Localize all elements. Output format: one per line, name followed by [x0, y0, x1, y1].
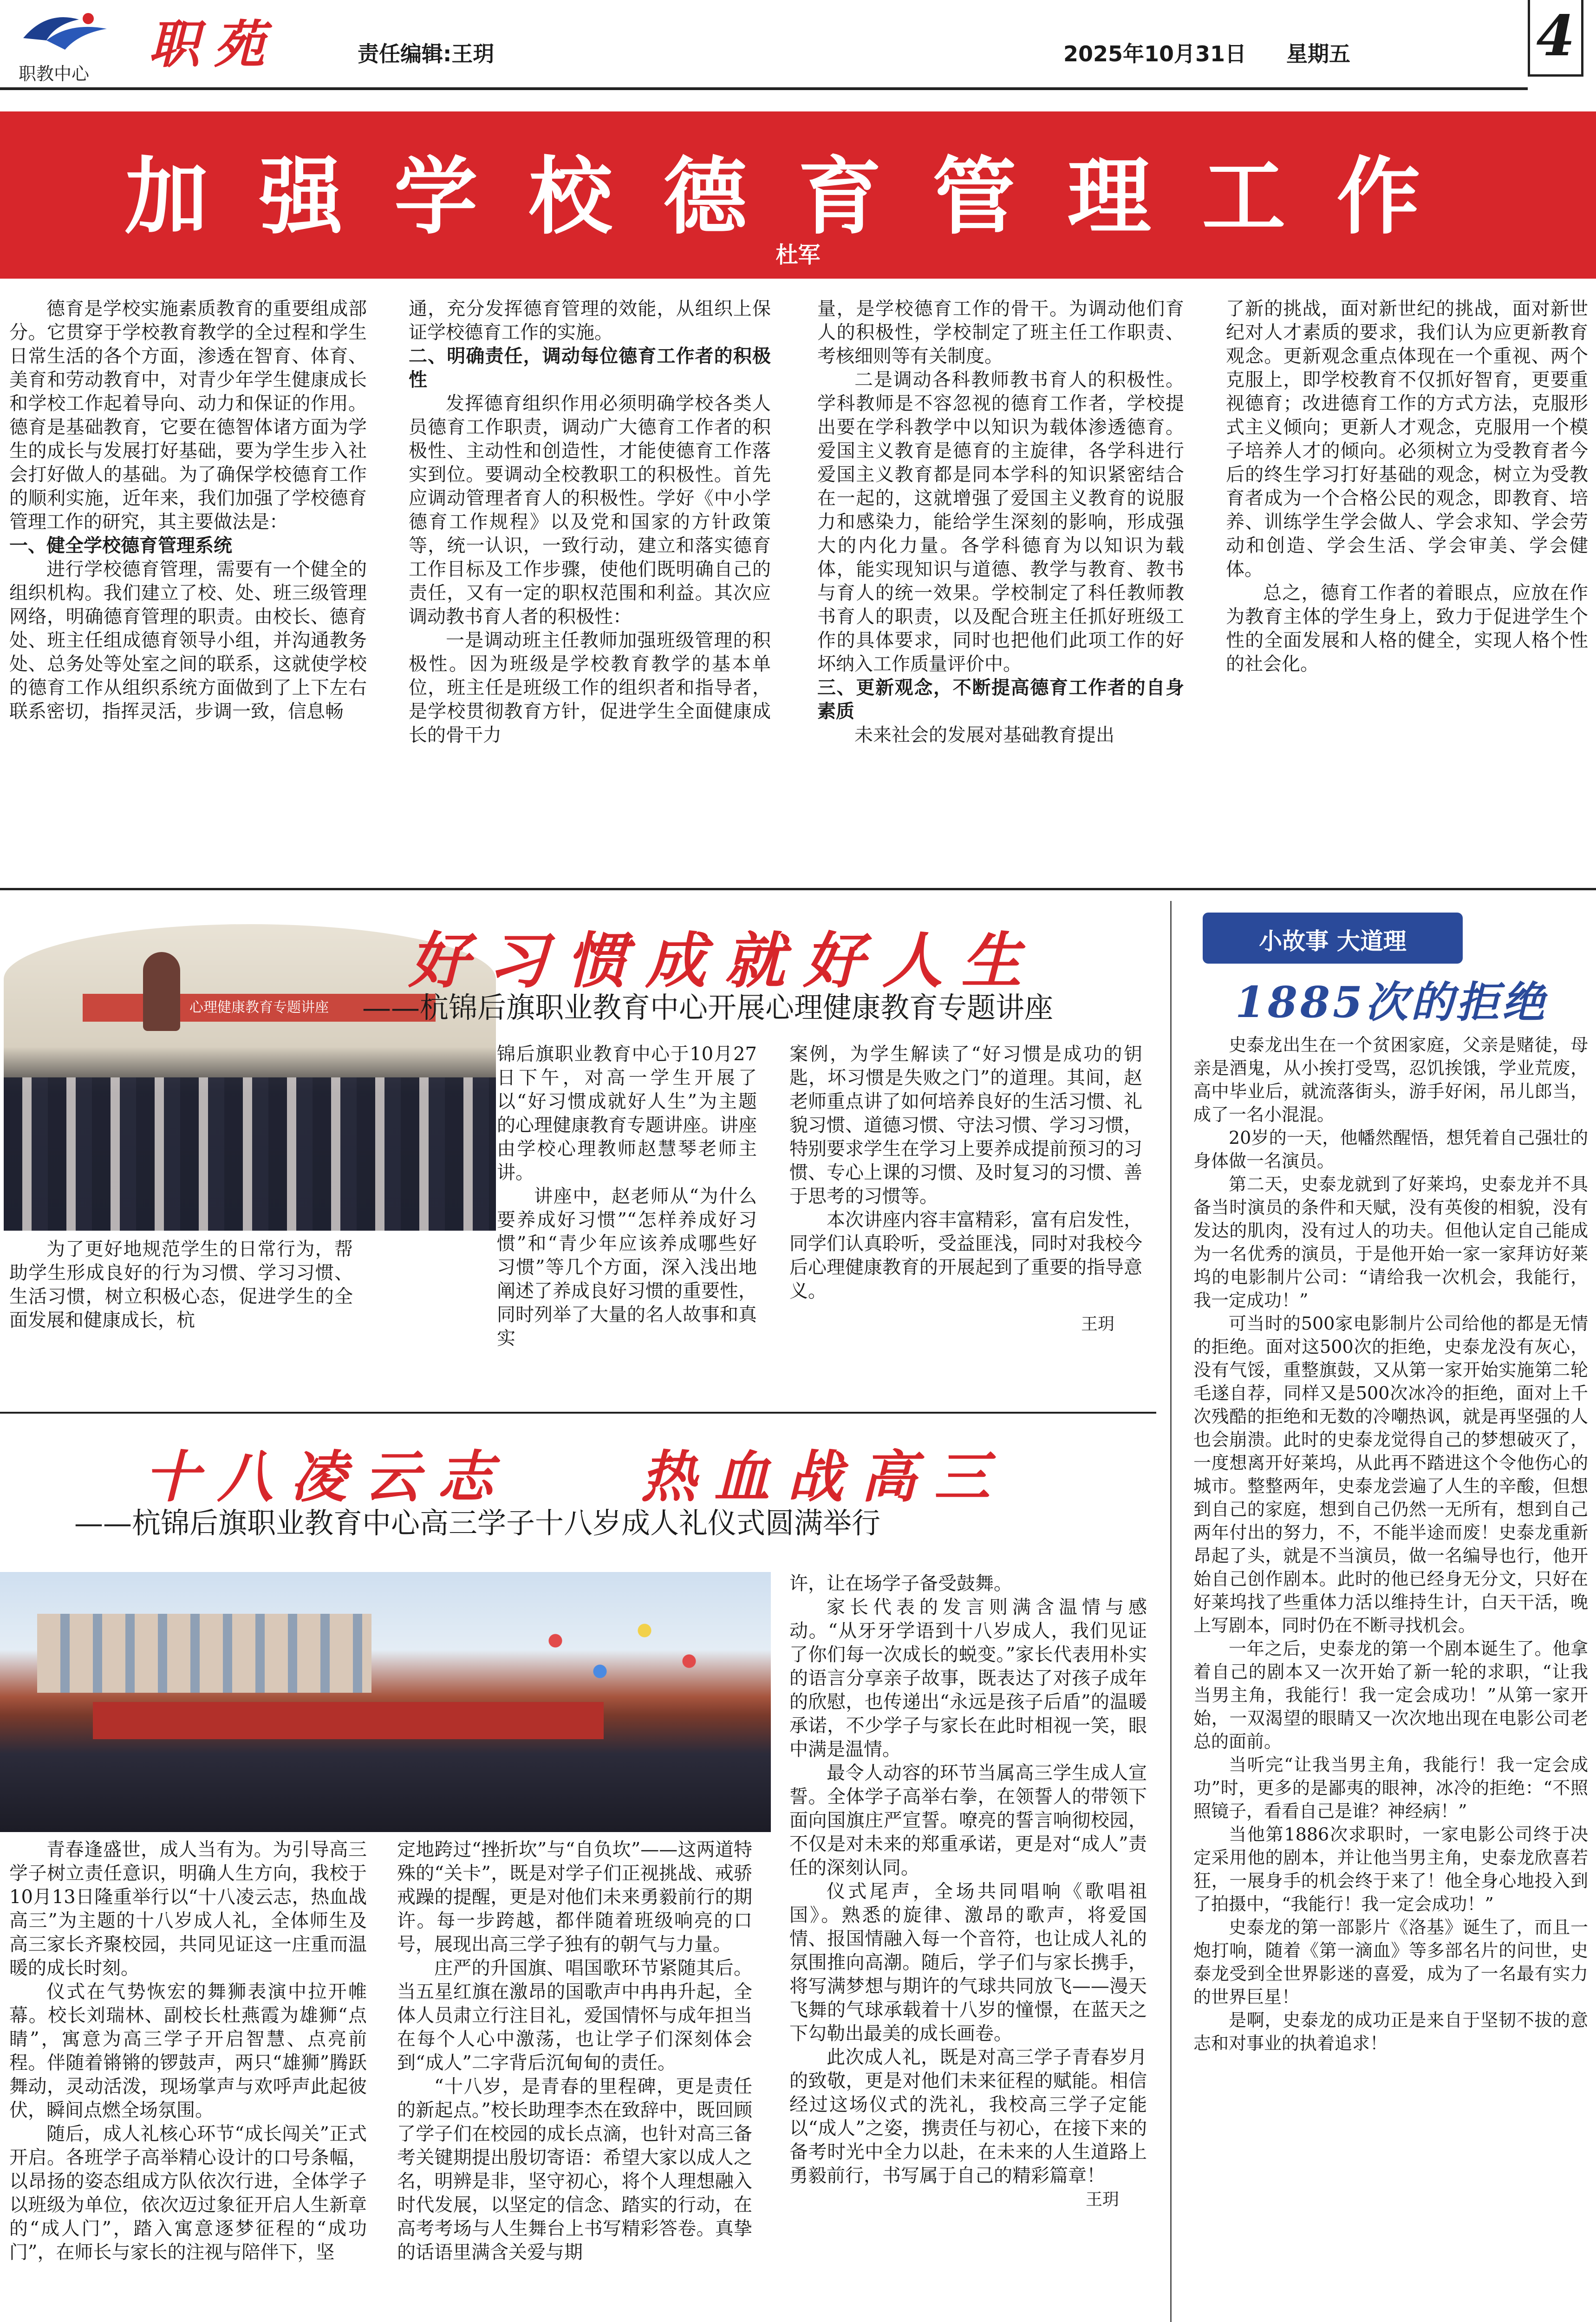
story-paragraph: 史泰龙的第一部影片《洛基》诞生了，而且一炮打响，随着《第一滴血》等多部名片的问世，史泰龙受到全世界影迷的喜爱，成为了一名最有实力的世界巨星！	[1193, 1917, 1588, 2007]
logo-label: 职教中心	[19, 64, 90, 84]
editor-line: 责任编辑:王玥	[358, 41, 495, 66]
article3-column-2: 定地跨过“挫折坎”与“自负坎”——这两道特殊的“关卡”，既是对学子们正视挑战、戒骄戒躁的提醒，更是对他们未来勇毅前行的期许。每一步跨越，都伴随着班级响亮的口号，展现出高三学子独有的朝气与力量。 庄严的升国旗、唱国歌环节紧随其后。当五星红旗在激昂的国歌声中冉冉升起，全体人员肃立行注目礼，爱国情怀与成年担当在每个人心中激荡，也让学子们深刻体会到“成人”二字背后沉甸甸的责任。 “十八岁，是青春的里程碑，更是责任的新起点。”校长助理李杰在致辞中，既回顾了学子们在校园的成长点滴，也针对高三备考关键期提出殷切寄语：希望大家以成人之名，明辨是非，坚守初心，将个人理想融入时代发展，以坚定的信念、踏实的行动，在高考考场与人生舞台上书写精彩答卷。真挚的话语里满含关爱与期	[397, 1839, 752, 2263]
paragraph: 进行学校德育管理，需要有一个健全的组织机构。我们建立了校、处、班三级管理网络，明确德育管理的职责。由校长、德育处、班主任组成德育领导小组，并沟通教务处、总务处等处室之间的联系，这就使学校的德育工作从组织系统方面做到了上下左右联系密切，指挥灵活，步调一致，信息畅	[9, 559, 367, 722]
article1-column-4	[1226, 297, 1588, 878]
section-heading: 一、健全学校德育管理系统	[9, 535, 232, 556]
section-heading: 二、明确责任，调动每位德育工作者的积极性	[409, 346, 771, 391]
story-paragraph: 当他第1886次求职时，一家电影公司终于决定采用他的剧本，并让他当男主角，史泰龙欣喜若狂，一展身手的机会终于来了！他全身心地投入到了拍摄中，“我能行！我一定会成功！”	[1193, 1824, 1588, 1914]
article2-column-left: 为了更好地规范学生的日常行为，帮助学生形成良好的行为习惯、学习习惯、生活习惯，树立积极心态，促进学生的全面发展和健康成长，杭	[9, 1239, 353, 1331]
story-title: 1885次的拒绝	[1235, 977, 1548, 1027]
article1-column-3	[817, 297, 1184, 878]
paragraph: 总之，德育工作者的着眼点，应放在作为教育主体的学生身上，致力于促进学生个性的全面发展和人格的健全，实现人格个性的社会化。	[1226, 582, 1588, 675]
paragraph: 通，充分发挥德育管理的效能，从组织上保证学校德育工作的实施。	[409, 298, 771, 343]
story-banner	[1203, 913, 1463, 964]
paragraph: 了新的挑战，面对新世纪的挑战，面对新世纪对人才素质的要求，我们认为应更新教育观念。更新观念重点体现在一个重视、两个克服上，即学校教育不仅抓好智育，更要重视德育；改进德育工作的方式方法，克服形式主义倾向；更新人才观念，克服用一个模子培养人才的倾向。必须树立为受教育者今后的终生学习打好基础的观念，树立为受教育者成为一个合格公民的观念，即教育、培养、训练学生学会做人、学会求知、学会劳动和创造、学会生活、学会审美、学会健体。	[1226, 298, 1588, 580]
article2-column-right: 案例，为学生解读了“好习惯是成功的钥匙，坏习惯是失败之门”的道理。其间，赵老师重点讲了如何培养良好的生活习惯、礼貌习惯、道德习惯、守法习惯、学习习惯，特别要求学生在学习上要养成提前预习的习惯、专心上课的习惯、及时复习的习惯、善于思考的习惯等。 本次讲座内容丰富精彩，富有启发性，同学们认真聆听，受益匪浅，同时对我校今后心理健康教育的开展起到了重要的指导意义。 王玥	[789, 1043, 1142, 1368]
paragraph: 德育是学校实施素质教育的重要组成部分。它贯穿于学校教育教学的全过程和学生日常生活的各个方面，渗透在智育、体育、美育和劳动教育中，对青少年学生健康成长和学校工作起着导向、动力和保证的作用。德育是基础教育，它要在德智体诸方面为学生的成长与发展打好基础，要为学生步入社会打好做人的基础。为了确保学校德育工作的顺利实施，近年来，我们加强了学校德育管理工作的研究，其主要做法是：	[9, 298, 367, 533]
section-divider-2	[0, 1412, 1156, 1414]
page-number-box	[1528, 0, 1583, 77]
article3-column-1: 青春逢盛世，成人当有为。为引导高三学子树立责任意识，明确人生方向，我校于10月13日隆重举行以“十八凌云志，热血战高三”为主题的十八岁成人礼，全体师生及高三家长齐聚校园，共同见证这一庄重而温暖的成长时刻。 仪式在气势恢宏的舞狮表演中拉开帷幕。校长刘瑞林、副校长杜燕霞为雄狮“点睛”，寓意为高三学子开启智慧、点亮前程。伴随着锵锵的锣鼓声，两只“雄狮”腾跃舞动，灵动活泼，现场掌声与欢呼声此起彼伏，瞬间点燃全场氛围。 随后，成人礼核心环节“成长闯关”正式开启。各班学子高举精心设计的口号条幅，以昂扬的姿态组成方队依次行进，全体学子以班级为单位，依次迈过象征开启人生新章的“成人门”，踏入寓意逐梦征程的“成功门”，在师长与家长的注视与陪伴下，坚	[9, 1839, 367, 2263]
story-banner-label: 小故事 大道理	[1259, 928, 1407, 955]
paragraph: 未来社会的发展对基础教育提出	[854, 724, 1114, 746]
photo-speaker	[143, 952, 180, 1031]
photo-balloons	[511, 1600, 734, 1702]
school-logo-icon	[19, 6, 111, 57]
ceremony-photo	[0, 1572, 771, 1832]
photo-screen-banner: 心理健康教育专题讲座	[83, 994, 436, 1022]
paragraph: 量，是学校德育工作的骨干。为调动他们育人的积极性，学校制定了班主任工作职责、考核细则等有关制度。	[817, 298, 1184, 367]
story-paragraph: 第二天，史泰龙就到了好莱坞，史泰龙并不具备当时演员的条件和天赋，没有英俊的相貌，没有发达的肌肉，没有过人的功夫。但他认定自己能成为一名优秀的演员，于是他开始一家一家拜访好莱坞的电影制片公司：“请给我一次机会，我能行，我一定成功！”	[1193, 1174, 1588, 1311]
article3-signature: 王玥	[1085, 2190, 1119, 2209]
photo-building	[37, 1614, 371, 1693]
article3-subtitle: ——杭锦后旗职业教育中心高三学子十八岁成人礼仪式圆满举行	[74, 1506, 881, 1540]
page-number: 4	[1536, 3, 1575, 69]
photo-audience	[4, 1077, 496, 1231]
photo-stage	[93, 1702, 604, 1739]
article1-title-banner	[0, 111, 1596, 279]
paragraph: 发挥德育组织作用必须明确学校各类人员德育工作职责，调动广大德育工作者的积极性、主动性和创造性，才能使德育工作落实到位。要调动全校教职工的积极性。首先应调动管理者育人的积极性。学好《中小学德育工作规程》以及党和国家的方针政策等，统一认识，一致行动，建立和落实德育工作目标及工作步骤，使他们既明确自己的责任，又有一定的职权范围和利益。其次应调动教书育人者的积极性：	[409, 393, 771, 627]
column-divider-right	[1170, 901, 1172, 2322]
article2-column-mid: 锦后旗职业教育中心于10月27日下午，对高一学生开展了以“好习惯成就好人生”为主题的心理健康教育专题讲座。讲座由学校心理教师赵慧琴老师主讲。 讲座中，赵老师从“为什么要养成好习惯”“怎样养成好习惯”和“青少年应该养成哪些好习惯”等几个方面，深入浅出地阐述了养成良好习惯的重要性，同时列举了大量的名人故事和真实	[497, 1044, 757, 1349]
article1-column-1	[9, 297, 367, 878]
article1-column-2	[409, 297, 771, 878]
story-paragraph: 一年之后，史泰龙的第一个剧本诞生了。他拿着自己的剧本又一次开始了新一轮的求职，“让我当男主角，我能行！我一定会成功！”从第一家开始，一双渴望的眼睛又一次次地出现在电影公司老总的面前。	[1193, 1638, 1588, 1752]
article1-title: 加强学校德育管理工作	[124, 149, 1472, 246]
article2-title: 好习惯成就好人生	[409, 925, 1041, 996]
story-paragraph: 是啊，史泰龙的成功正是来自于坚韧不拔的意志和对事业的执着追求！	[1193, 2010, 1588, 2054]
story-paragraph: 可当时的500家电影制片公司给他的都是无情的拒绝。面对这500次的拒绝，史泰龙没有灰心，没有气馁，重整旗鼓，又从第一家开始实施第二轮毛遂自荐，同样又是500次冰冷的拒绝，面对上千次残酷的拒绝和无数的冷嘲热讽，就是再坚强的人也会崩溃。此时的史泰龙觉得自己的梦想破灭了，一度想离开好莱坞，从此再不踏进这个令他伤心的城市。整整两年，史泰龙尝遍了人生的辛酸，但想到自己的家庭，想到自己仍然一无所有，想到自己两年付出的努力，不，不能半途而废！史泰龙重新昂起了头，就是不当演员，做一名编导也行，他开始自己创作剧本。此时的他已经身无分文，只好在好莱坞找了些重体力活以维持生计，白天干活，晚上写剧本，同时仍在不断寻找机会。	[1193, 1313, 1588, 1636]
issue-date: 2025年10月31日	[1063, 41, 1247, 66]
article2-signature: 王玥	[1081, 1315, 1114, 1334]
issue-weekday: 星期五	[1286, 41, 1350, 66]
article2-subtitle: ——杭锦后旗职业教育中心开展心理健康教育专题讲座	[362, 991, 1054, 1024]
paragraph: 一是调动班主任教师加强班级管理的积极性。因为班级是学校教育教学的基本单位，班主任是班级工作的组织者和指导者，是学校贯彻教育方针，促进学生全面健康成长的骨干力	[409, 630, 771, 746]
paragraph: 二是调动各科教师教书育人的积极性。学科教师是不容忽视的德育工作者，学校提出要在学科教学中以知识为载体渗透德育。爱国主义教育是德育的主旋律，各学科进行爱国主义教育都是同本学科的知识紧密结合在一起的，这就增强了爱国主义教育的说服力和感染力，能给学生深刻的影响，形成强大的内化力量。各学科德育为以知识为载体，能实现知识与道德、教学与教育、教书与育人的统一效果。学校制定了科任教师教书育人的职责，以及配合班主任抓好班级工作的具体要求，同时也把他们此项工作的好坏纳入工作质量评价中。	[817, 369, 1184, 675]
article3-title-a: 十八凌云志	[144, 1444, 511, 1510]
section-divider-1	[0, 888, 1596, 890]
story-body	[1193, 1033, 1588, 2322]
story-paragraph: 当听完“让我当男主角，我能行！我一定会成功”时，更多的是鄙夷的眼神，冰冷的拒绝：“不照照镜子，看看自己是谁？神经病！”	[1193, 1755, 1588, 1821]
section-heading: 三、更新观念，不断提高德育工作者的自身素质	[817, 677, 1184, 722]
article3-title-b: 热血战高三	[640, 1444, 1008, 1510]
article3-column-3: 许，让在场学子备受鼓舞。 家长代表的发言则满含温情与感动。“从牙牙学语到十八岁成人，我们见证了你们每一次成长的蜕变。”家长代表用朴实的语言分享亲子故事，既表达了对孩子成年的欣慰，也传递出“永远是孩子后盾”的温暖承诺，不少学子与家长在此时相视一笑，眼中满是温情。 最令人动容的环节当属高三学生成人宣誓。全体学子高举右拳，在领誓人的带领下面向国旗庄严宣誓。嘹亮的誓言响彻校园，不仅是对未来的郑重承诺，更是对“成人”责任的深刻认同。 仪式尾声，全场共同唱响《歌唱祖国》。熟悉的旋律、激昂的歌声，将爱国情、报国情融入每一个音符，也让成人礼的氛围推向高潮。随后，学子们与家长携手，将写满梦想与期许的气球共同放飞——漫天飞舞的气球承载着十八岁的憧憬，在蓝天之下勾勒出最美的成长画卷。 此次成人礼，既是对高三学子青春岁月的致敬，更是对他们未来征程的赋能。相信经过这场仪式的洗礼，我校高三学子定能以“成人”之姿，携责任与初心，在接下来的备考时光中全力以赴，在未来的人生道路上勇毅前行，书写属于自己的精彩篇章！ 王玥	[789, 1572, 1147, 2322]
masthead	[0, 0, 1596, 95]
masthead-rule	[0, 87, 1528, 90]
section-title: 职苑	[149, 14, 279, 74]
article1-author: 杜军	[775, 242, 821, 268]
story-paragraph: 史泰龙出生在一个贫困家庭，父亲是赌徒，母亲是酒鬼，从小挨打受骂，忍饥挨饿，学业荒废，高中毕业后，就流落街头，游手好闲，吊儿郎当，成了一名小混混。	[1193, 1035, 1588, 1125]
story-paragraph: 20岁的一天，他幡然醒悟，想凭着自己强壮的身体做一名演员。	[1193, 1128, 1588, 1171]
